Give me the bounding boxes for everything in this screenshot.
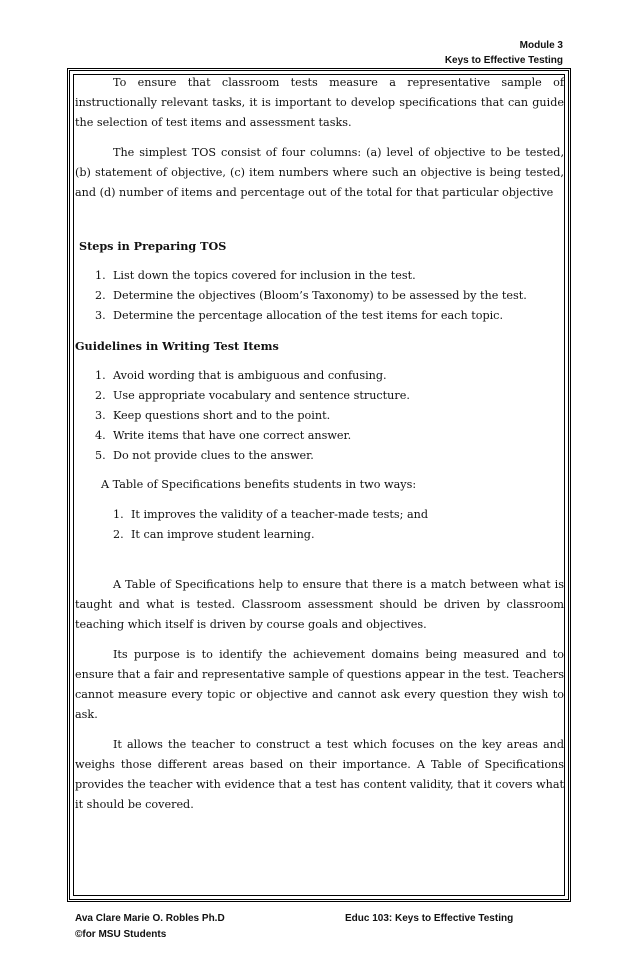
benefits-intro: A Table of Specifications benefits students in two ways: xyxy=(101,478,417,491)
list-item: 2. It can improve student learning. xyxy=(113,528,315,541)
footer-course: Educ 103: Keys to Effective Testing xyxy=(345,913,514,924)
intro-paragraph-2: The simplest TOS consist of four columns: (a) level of objective to be tested, (b) statement of objective, (c) item numbers where such an objective is being tested, and (d) number of items and percentage out of the total for that particular objective xyxy=(75,146,564,199)
guidelines-list xyxy=(75,366,564,466)
list-item: 3. Determine the percentage allocation of the test items for each topic. xyxy=(95,309,504,322)
module-label: Module 3 xyxy=(519,40,563,51)
page-content xyxy=(75,73,564,815)
steps-heading: Steps in Preparing TOS xyxy=(79,239,227,253)
benefits-list xyxy=(75,505,564,545)
list-item: 1. It improves the validity of a teacher-made tests; and xyxy=(113,508,429,521)
guidelines-heading: Guidelines in Writing Test Items xyxy=(75,339,279,353)
list-item: 4. Write items that have one correct answer. xyxy=(95,429,352,442)
module-title: Keys to Effective Testing xyxy=(444,55,563,66)
list-item: 1. Avoid wording that is ambiguous and confusing. xyxy=(95,369,387,382)
body-paragraph-2: Its purpose is to identify the achievement domains being measured and to ensure that a fair and representative sample of questions appear in the test. Teachers cannot measure every topic or objective and cannot ask every question they wish to ask. xyxy=(75,648,564,721)
page-header xyxy=(445,38,563,68)
intro-paragraph-1: To ensure that classroom tests measure a representative sample of instructionally relevant tasks, it is important to develop specifications that can guide the selection of test items and assessment tasks. xyxy=(75,76,564,129)
body-paragraph-3: It allows the teacher to construct a test which focuses on the key areas and weighs those different areas based on their importance. A Table of Specifications provides the teacher with evidence that a test has content validity, that it covers what it should be covered. xyxy=(75,738,564,811)
list-item: 1. List down the topics covered for inclusion in the test. xyxy=(95,269,416,282)
list-item: 3. Keep questions short and to the point. xyxy=(95,409,331,422)
footer-author: Ava Clare Marie O. Robles Ph.D xyxy=(75,913,225,924)
list-item: 2. Determine the objectives (Bloom’s Taxonomy) to be assessed by the test. xyxy=(95,289,527,302)
body-paragraph-1: A Table of Specifications help to ensure that there is a match between what is taught and what is tested. Classroom assessment should be driven by classroom teaching which itself is driven by course goals and objectives. xyxy=(75,578,564,631)
list-item: 2. Use appropriate vocabulary and sentence structure. xyxy=(95,389,410,402)
footer-left xyxy=(75,911,225,943)
list-item: 5. Do not provide clues to the answer. xyxy=(95,449,314,462)
footer-rights: ©for MSU Students xyxy=(75,929,167,940)
steps-list xyxy=(75,266,564,326)
